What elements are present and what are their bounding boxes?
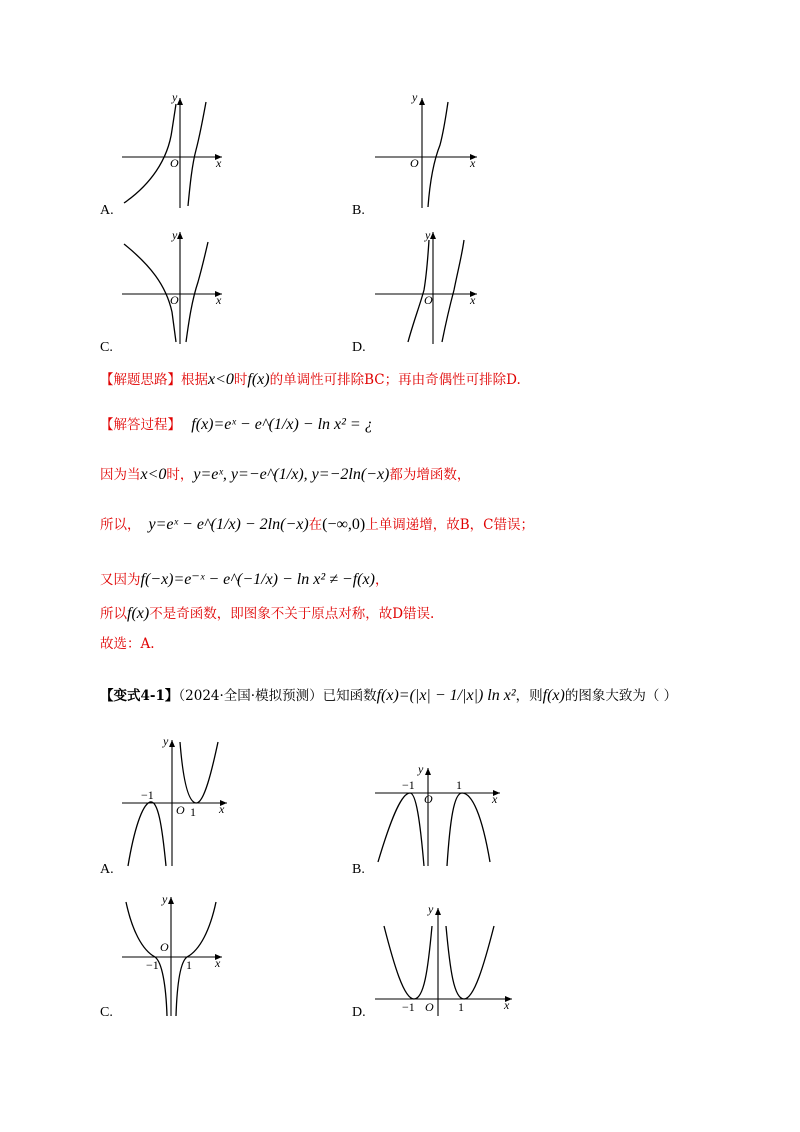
- option-d-bottom: D.: [352, 1005, 366, 1020]
- graph-c-top-curve-right: [186, 242, 208, 342]
- line1-text-1: 因为当: [100, 467, 141, 483]
- graph-c-top-x-label: x: [216, 293, 222, 307]
- process-label: 【解答过程】: [100, 417, 181, 433]
- line4-fx: f(x): [127, 605, 150, 622]
- line1-condition: x<0: [140, 466, 167, 483]
- graph-a-top-y-label: y: [172, 90, 178, 104]
- graph-d-bottom-curve-right: [446, 926, 494, 999]
- graph-d-top-origin: O: [424, 293, 433, 307]
- graph-c-bottom-neg1: −1: [146, 958, 159, 972]
- graph-b-bottom-y-label: y: [418, 762, 424, 776]
- line2-function: y=eˣ − e^(1/x) − 2ln(−x): [148, 516, 309, 533]
- graph-d-top-axes: [375, 232, 477, 344]
- graph-a-top-curve-left: [124, 104, 176, 203]
- option-d-top: D.: [352, 340, 366, 355]
- variant-label: 【变式4-1】: [100, 688, 179, 704]
- graph-d-top-x-label: x: [470, 293, 476, 307]
- solution-line-2: [100, 515, 534, 535]
- idea-fx: f(x): [247, 371, 270, 388]
- graph-d-bottom-origin: O: [425, 1000, 434, 1014]
- option-b-top: B.: [352, 203, 365, 218]
- graph-c-top-origin: O: [170, 293, 179, 307]
- idea-label: 【解题思路】: [100, 372, 181, 388]
- graph-b-bottom-curve-right: [447, 793, 490, 866]
- variant-question: [100, 686, 677, 706]
- graph-d-bottom-y-label: y: [428, 902, 434, 916]
- idea-text-1: 根据: [181, 372, 208, 388]
- line1-text-2: 时，: [166, 467, 194, 483]
- line2-text-3: 上单调递增，故B，C错误；: [365, 517, 535, 533]
- graph-a-bottom-one: 1: [190, 805, 196, 819]
- variant-text-1: 已知函数: [322, 688, 377, 704]
- option-a-bottom: A.: [100, 862, 114, 877]
- graph-d-bottom-axes: [375, 908, 512, 1016]
- graph-a-top-axes: [122, 98, 222, 208]
- graph-a-top-x-label: x: [216, 156, 222, 170]
- graph-d-top-curve-right: [442, 240, 464, 342]
- idea-condition: x<0: [208, 371, 234, 388]
- graph-c-bottom-one: 1: [186, 958, 192, 972]
- line4-text-1: 所以: [100, 606, 127, 622]
- graph-d-bottom-neg1: −1: [402, 1000, 415, 1014]
- graph-a-bottom-curve-left: [128, 802, 166, 866]
- graph-b-top-axes: [375, 98, 477, 208]
- solution-answer: 故选：A.: [100, 636, 155, 652]
- option-c-bottom: C.: [100, 1005, 113, 1020]
- graph-a-bottom-y-label: y: [163, 734, 169, 748]
- graph-c-top-y-label: y: [172, 228, 178, 242]
- graph-a-bottom-x-label: x: [219, 802, 225, 816]
- graph-d-bottom-curve-left: [384, 926, 432, 999]
- process-formula: f(x)=eˣ − e^(1/x) − ln x² = ¿: [191, 416, 373, 433]
- variant-source: （2024·全国·模拟预测）: [178, 688, 323, 704]
- variant-text-3: 的图象大致为（ ）: [564, 688, 678, 704]
- solution-process: [100, 415, 373, 435]
- variant-function: f(x)=(|x| − 1/|x|) ln x²: [376, 687, 516, 704]
- line1-text-3: 都为增函数，: [389, 467, 471, 483]
- solution-line-3: [100, 570, 388, 590]
- graph-a-top-origin: O: [170, 156, 179, 170]
- line1-functions: y=eˣ, y=−e^(1/x), y=−2ln(−x): [193, 466, 390, 483]
- graph-c-bottom-origin: O: [160, 940, 169, 954]
- graph-b-top-y-label: y: [412, 90, 418, 104]
- graph-a-top-curve-right: [188, 102, 206, 206]
- graph-c-bottom-x-label: x: [215, 956, 221, 970]
- line2-text-2: 在: [308, 517, 323, 533]
- graph-a-bottom-curve-right: [180, 742, 218, 803]
- graph-d-bottom-x-label: x: [504, 998, 510, 1012]
- option-b-bottom: B.: [352, 862, 365, 877]
- line2-text-1: 所以，: [100, 517, 141, 533]
- line3-function: f(−x)=e⁻ˣ − e^(−1/x) − ln x² ≠ −f(x): [140, 571, 375, 588]
- graph-b-top-curve: [428, 102, 448, 207]
- line2-interval: (−∞,0): [322, 516, 366, 533]
- idea-text-2: 时: [233, 372, 248, 388]
- graph-b-bottom-curve-left: [378, 793, 424, 866]
- graph-d-bottom-one: 1: [458, 1000, 464, 1014]
- graph-b-bottom-x-label: x: [492, 792, 498, 806]
- graph-c-bottom-axes: [122, 897, 222, 1016]
- solution-idea: [100, 370, 521, 390]
- graph-a-bottom-neg1: −1: [141, 788, 154, 802]
- option-a-top: A.: [100, 203, 114, 218]
- line4-text-2: 不是奇函数，即图象不关于原点对称，故D错误.: [149, 606, 435, 622]
- graph-a-bottom-axes: [122, 740, 227, 866]
- variant-text-2: ，则: [515, 688, 543, 704]
- option-c-top: C.: [100, 340, 113, 355]
- graph-b-top-origin: O: [410, 156, 419, 170]
- idea-text-3: 的单调性可排除BC；再由奇偶性可排除D.: [269, 372, 521, 388]
- graph-c-top-curve-left: [124, 244, 176, 342]
- graph-a-bottom-origin: O: [176, 803, 185, 817]
- graph-d-top-y-label: y: [425, 228, 431, 242]
- graph-b-bottom-neg1: −1: [402, 778, 415, 792]
- solution-line-4: [100, 604, 434, 624]
- graph-c-bottom-y-label: y: [162, 892, 168, 906]
- graph-b-bottom-one: 1: [456, 778, 462, 792]
- line3-text-1: 又因为: [100, 572, 141, 588]
- graph-c-bottom-curve-right: [176, 902, 216, 1016]
- line3-text-2: ，: [374, 572, 389, 588]
- graph-b-top-x-label: x: [470, 156, 476, 170]
- graph-b-bottom-origin: O: [424, 792, 433, 806]
- solution-line-1: [100, 465, 470, 485]
- graph-d-top-curve-left: [408, 240, 429, 342]
- variant-fx: f(x): [542, 687, 565, 704]
